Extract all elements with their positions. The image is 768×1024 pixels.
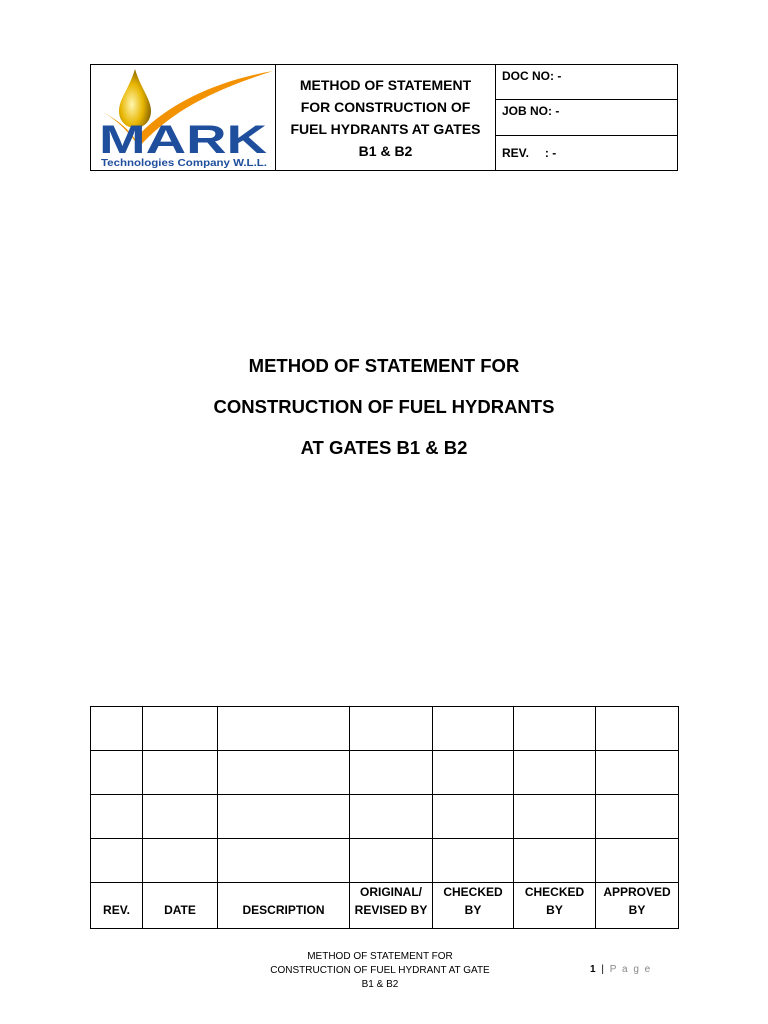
header-meta-cell <box>496 65 677 170</box>
logo-tagline: Technologies Company W.L.L. <box>101 158 268 169</box>
header-title: METHOD OF STATEMENT FOR CONSTRUCTION OF FUEL HYDRANTS AT GATES B1 & B2 <box>290 76 481 159</box>
revision-cell <box>433 795 514 839</box>
footer-title <box>265 950 495 992</box>
revision-table <box>90 706 679 929</box>
revision-cell <box>596 839 679 883</box>
revision-header-row <box>91 883 679 929</box>
rev-field <box>496 136 677 170</box>
revision-cell <box>433 707 514 751</box>
rev-label: REV. <box>502 145 529 160</box>
title-line-1: METHOD OF STATEMENT FOR <box>248 355 520 376</box>
page-label: P a g e <box>609 964 652 975</box>
company-logo <box>95 67 273 169</box>
revision-cell <box>514 707 596 751</box>
revision-cell <box>91 751 143 795</box>
header-checked-by-1: CHECKED BY <box>433 883 514 929</box>
revision-cell <box>91 795 143 839</box>
revision-cell <box>143 751 218 795</box>
revision-cell <box>596 751 679 795</box>
header-original-revised-by: ORIGINAL/ REVISED BY <box>350 883 433 929</box>
page-number-value: 1 <box>590 964 598 975</box>
revision-row <box>91 839 679 883</box>
rev-value: : - <box>544 145 557 160</box>
revision-cell <box>218 707 350 751</box>
header-title-cell <box>276 65 496 170</box>
revision-row <box>91 751 679 795</box>
revision-cell <box>514 839 596 883</box>
revision-cell <box>433 839 514 883</box>
header-checked-by-2: CHECKED BY <box>514 883 596 929</box>
header-approved-by: APPROVED BY <box>596 883 679 929</box>
footer-line-1: METHOD OF STATEMENT FOR <box>307 951 453 962</box>
header-rev: REV. <box>91 883 143 929</box>
logo-brand: MARK <box>99 118 268 162</box>
page-number <box>590 964 652 975</box>
revision-cell <box>350 839 433 883</box>
company-logo-cell <box>91 65 276 170</box>
page-separator: | <box>601 964 606 975</box>
revision-cell <box>514 795 596 839</box>
document-title <box>0 350 768 473</box>
revision-cell <box>91 839 143 883</box>
revision-cell <box>91 707 143 751</box>
revision-row <box>91 795 679 839</box>
revision-cell <box>143 795 218 839</box>
revision-cell <box>218 839 350 883</box>
revision-cell <box>350 707 433 751</box>
revision-cell <box>143 839 218 883</box>
revision-cell <box>218 751 350 795</box>
revision-cell <box>143 707 218 751</box>
revision-cell <box>596 795 679 839</box>
revision-cell <box>596 707 679 751</box>
header-description: DESCRIPTION <box>218 883 350 929</box>
revision-cell <box>350 795 433 839</box>
doc-no-field: DOC NO: - <box>496 65 677 100</box>
document-header <box>90 64 678 171</box>
footer-line-2: CONSTRUCTION OF FUEL HYDRANT AT GATE B1 & B2 <box>270 965 490 990</box>
revision-cell <box>218 795 350 839</box>
job-no-field: JOB NO: - <box>496 100 677 135</box>
revision-cell <box>433 751 514 795</box>
revision-cell <box>350 751 433 795</box>
title-line-2: CONSTRUCTION OF FUEL HYDRANTS <box>213 396 555 417</box>
title-line-3: AT GATES B1 & B2 <box>300 437 468 458</box>
revision-cell <box>514 751 596 795</box>
header-date: DATE <box>143 883 218 929</box>
revision-row <box>91 707 679 751</box>
